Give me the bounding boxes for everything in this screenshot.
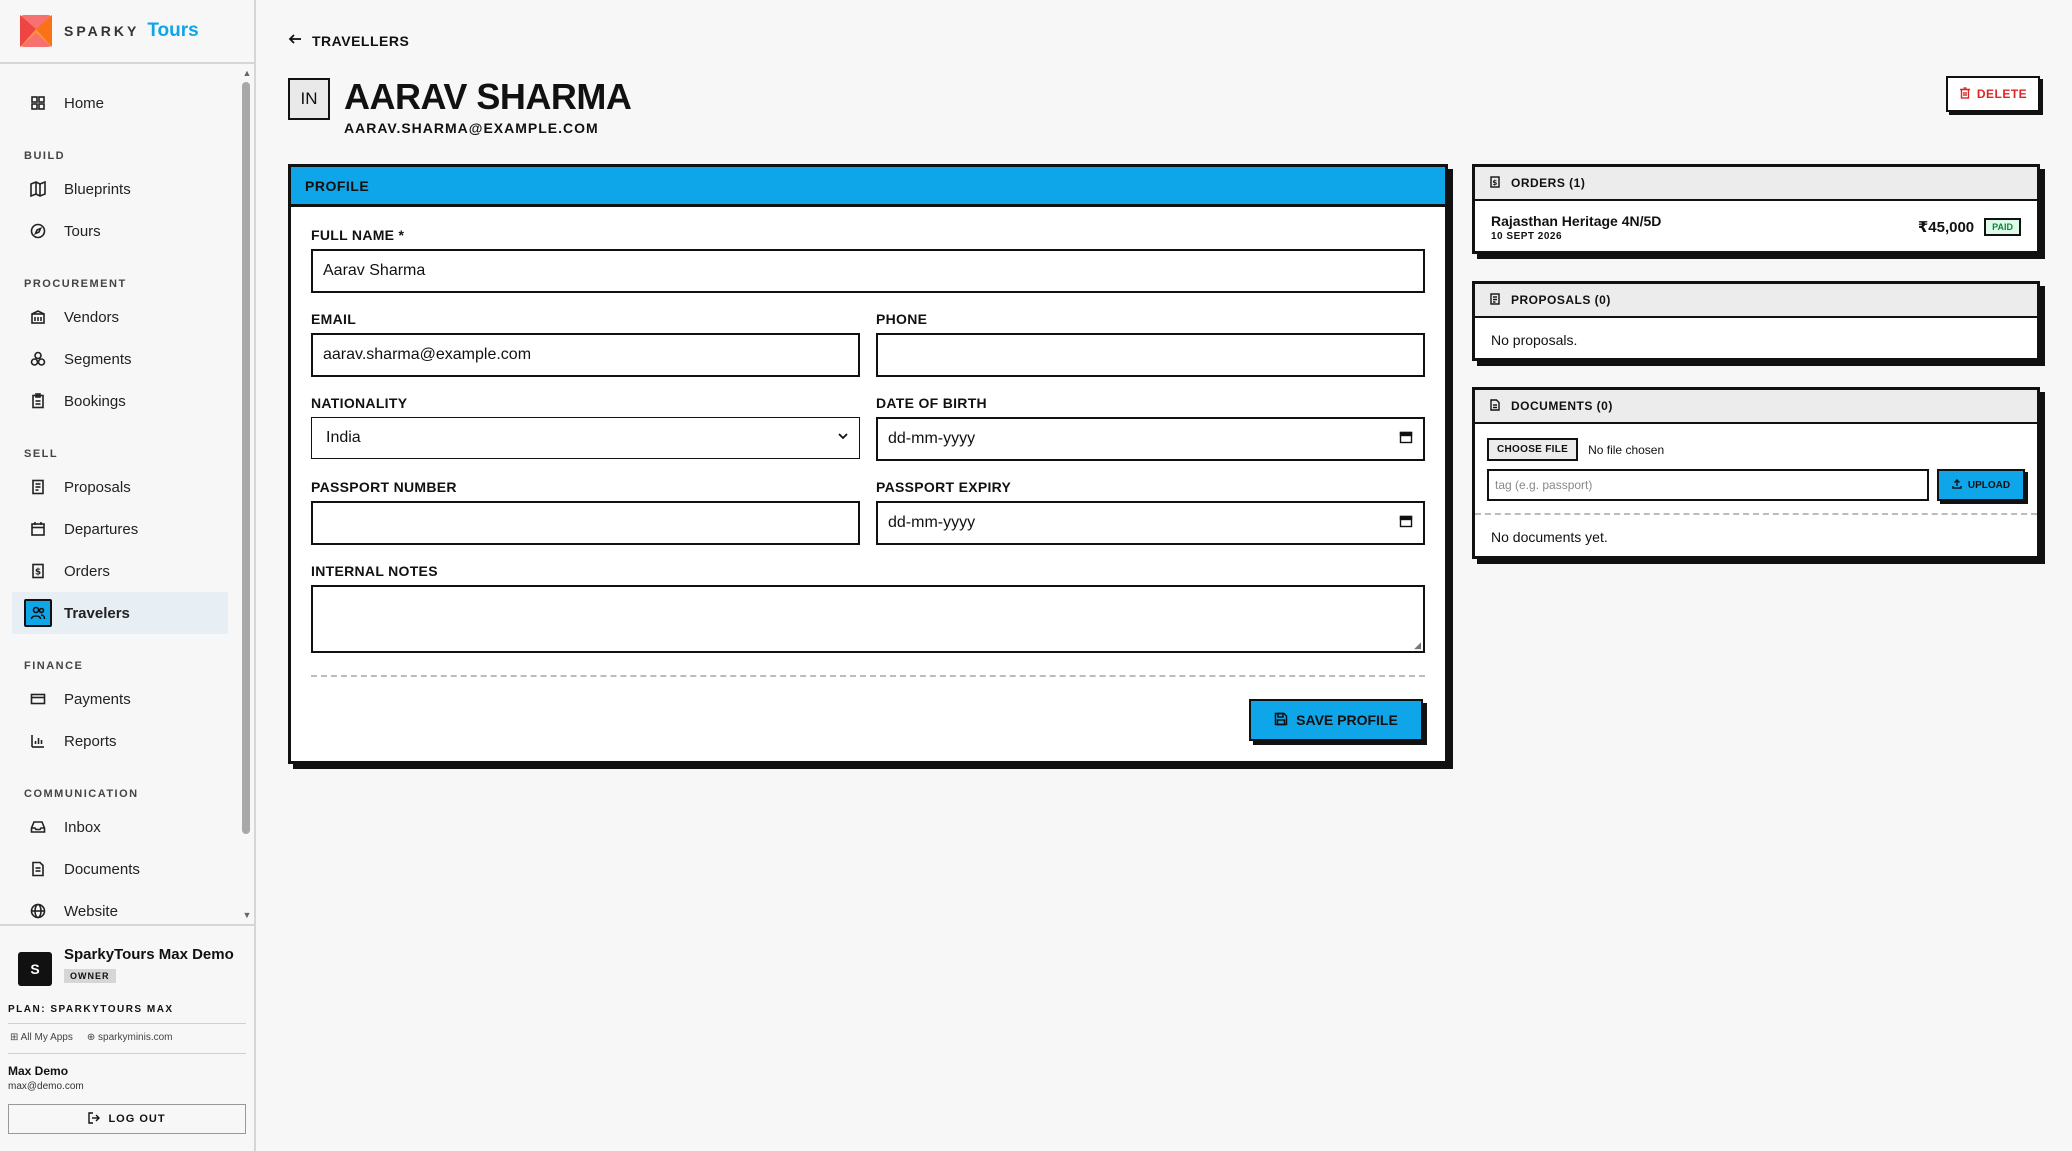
calendar-icon[interactable]: [1399, 430, 1413, 449]
sidebar-scrollbar[interactable]: [240, 66, 254, 922]
choose-file-button[interactable]: CHOOSE FILE: [1487, 438, 1578, 461]
nationality-label: NATIONALITY: [311, 395, 408, 411]
sidebar-item-label: Orders: [64, 562, 110, 580]
brand-word-tours: Tours: [147, 20, 199, 41]
calendar-icon[interactable]: [1399, 514, 1413, 533]
globe-icon: ⊕: [86, 1032, 96, 1043]
orders-title: ORDERS (1): [1511, 176, 1586, 190]
chevron-down-icon: [837, 429, 849, 447]
full-name-label: FULL NAME *: [311, 227, 405, 243]
sidebar-item-label: Blueprints: [64, 180, 131, 198]
receipt-icon: [28, 477, 48, 497]
building-icon: [28, 307, 48, 327]
nav-section-build: BUILD: [24, 150, 66, 162]
email-input[interactable]: aarav.sharma@example.com: [311, 333, 860, 377]
logout-label: LOG OUT: [108, 1113, 166, 1125]
sidebar-item-vendors[interactable]: [12, 296, 228, 338]
file-status: No file chosen: [1588, 442, 1665, 457]
sidebar-item-label: Travelers: [64, 604, 130, 622]
documents-title: DOCUMENTS (0): [1511, 399, 1613, 413]
sidebar-item-label: Website: [64, 902, 118, 920]
sidebar-item-label: Inbox: [64, 818, 101, 836]
receipt-icon: [1489, 293, 1501, 308]
nationality-select[interactable]: [311, 417, 860, 459]
expiry-label: PASSPORT EXPIRY: [876, 479, 1012, 495]
brand[interactable]: [0, 0, 254, 64]
sidebar-item-blueprints[interactable]: [12, 168, 228, 210]
org-name: SparkyTours Max Demo: [64, 946, 234, 963]
back-label: TRAVELLERS: [312, 32, 410, 49]
sidebar-item-reports[interactable]: [12, 720, 228, 762]
user-name: Max Demo: [8, 1064, 69, 1078]
phone-input[interactable]: [876, 333, 1425, 377]
nav-section-communication: COMMUNICATION: [24, 788, 139, 800]
orders-header: [1475, 167, 2037, 201]
map-icon: [28, 179, 48, 199]
scroll-up-icon[interactable]: ▲: [242, 68, 252, 78]
sidebar-item-label: Bookings: [64, 392, 126, 410]
sidebar-item-website[interactable]: [12, 890, 228, 922]
proposals-title: PROPOSALS (0): [1511, 293, 1611, 307]
site-label: sparkyminis.com: [98, 1032, 173, 1043]
svg-text:$: $: [34, 567, 42, 578]
sidebar-item-segments[interactable]: [12, 338, 228, 380]
delete-label: DELETE: [1976, 87, 2028, 101]
segments-icon: [28, 349, 48, 369]
arrow-left-icon: [288, 32, 302, 49]
user-email: max@demo.com: [8, 1081, 84, 1092]
save-label: SAVE PROFILE: [1296, 712, 1398, 728]
grid-icon: [28, 93, 48, 113]
sidebar-item-documents[interactable]: [12, 848, 228, 890]
all-apps-label: All My Apps: [20, 1032, 73, 1043]
sidebar-item-departures[interactable]: [12, 508, 228, 550]
nav-section-finance: FINANCE: [24, 660, 84, 672]
dollar-doc-icon: [28, 561, 48, 581]
proposals-empty: No proposals.: [1491, 332, 1578, 348]
document-icon: [1489, 399, 1501, 414]
nationality-badge: IN: [288, 78, 330, 120]
dob-value: dd-mm-yyyy: [888, 430, 976, 447]
sidebar-item-label: Reports: [64, 732, 117, 750]
delete-button[interactable]: [1946, 76, 2040, 112]
dob-label: DATE OF BIRTH: [876, 395, 987, 411]
inbox-icon: [28, 817, 48, 837]
proposals-header: [1475, 284, 2037, 318]
order-title[interactable]: Rajasthan Heritage 4N/5D: [1491, 212, 1662, 229]
users-icon: [24, 599, 52, 627]
scroll-down-icon[interactable]: ▼: [242, 910, 252, 920]
sidebar-item-home[interactable]: [12, 82, 228, 124]
upload-button[interactable]: [1937, 469, 2025, 501]
calendar-icon: [28, 519, 48, 539]
sidebar-item-label: Payments: [64, 690, 131, 708]
credit-card-icon: [28, 689, 48, 709]
sidebar-item-bookings[interactable]: [12, 380, 228, 422]
sidebar-item-tours[interactable]: [12, 210, 228, 252]
main-content: [256, 0, 2072, 1151]
order-amount: ₹45,000: [1917, 219, 1975, 236]
sidebar-footer: [0, 924, 254, 1134]
nav-section-sell: SELL: [24, 448, 59, 460]
footer-links: [8, 1024, 246, 1054]
upload-row: [1475, 461, 2037, 515]
status-badge: PAID: [1984, 218, 2021, 236]
documents-card: [1472, 387, 2040, 559]
expiry-value: dd-mm-yyyy: [888, 514, 976, 531]
sidebar-item-label: Home: [64, 94, 105, 112]
list-item[interactable]: [1475, 201, 2037, 253]
full-name-input[interactable]: Aarav Sharma: [311, 249, 1425, 293]
sidebar-item-payments[interactable]: [12, 678, 228, 720]
resize-handle-icon[interactable]: ◢: [1414, 640, 1421, 650]
tag-input[interactable]: tag (e.g. passport): [1487, 469, 1929, 501]
plan-label: PLAN: SPARKYTOURS MAX: [8, 1004, 246, 1024]
profile-header: PROFILE: [291, 167, 1445, 207]
sidebar-item-label: Documents: [64, 860, 140, 878]
documents-header: [1475, 390, 2037, 424]
upload-label: UPLOAD: [1967, 479, 2011, 491]
email-label: EMAIL: [311, 311, 357, 327]
svg-text:$: $: [1492, 178, 1498, 187]
site-link[interactable]: [87, 1032, 173, 1043]
page-title: AARAV SHARMA: [344, 76, 632, 117]
expiry-input[interactable]: [876, 501, 1425, 545]
logout-icon: [88, 1112, 100, 1127]
nav-section-procurement: PROCUREMENT: [24, 278, 127, 290]
sidebar-item-proposals[interactable]: [12, 466, 228, 508]
sidebar-item-label: Tours: [64, 222, 101, 240]
dob-input[interactable]: [876, 417, 1425, 461]
orders-card: [1472, 164, 2040, 254]
org-avatar: S: [18, 952, 52, 986]
file-picker: [1475, 424, 2037, 461]
notes-textarea[interactable]: [311, 585, 1425, 653]
org-switcher[interactable]: [8, 946, 246, 986]
sidebar-item-inbox[interactable]: [12, 806, 228, 848]
passport-input[interactable]: [311, 501, 860, 545]
notes-label: INTERNAL NOTES: [311, 563, 438, 579]
scroll-thumb[interactable]: [242, 82, 250, 834]
page-subtitle: AARAV.SHARMA@EXAMPLE.COM: [344, 120, 599, 136]
dollar-doc-icon: [1489, 176, 1501, 191]
nationality-value: India: [326, 429, 361, 446]
sidebar-item-travelers[interactable]: [12, 592, 228, 634]
sidebar-item-label: Proposals: [64, 478, 131, 496]
back-link[interactable]: [288, 32, 409, 49]
proposals-card: [1472, 281, 2040, 361]
logout-button[interactable]: [8, 1104, 246, 1134]
order-date: 10 SEPT 2026: [1491, 230, 1563, 242]
upload-icon: [1952, 479, 1962, 492]
sidebar-item-label: Departures: [64, 520, 139, 538]
sidebar: [0, 0, 256, 1151]
bar-chart-icon: [28, 731, 48, 751]
sidebar-nav: [0, 66, 240, 922]
divider: [311, 675, 1425, 677]
save-icon: [1274, 712, 1288, 729]
save-profile-button[interactable]: [1249, 699, 1423, 741]
sidebar-item-label: Vendors: [64, 308, 120, 326]
globe-icon: [28, 901, 48, 921]
grid-icon: ⊞: [10, 1032, 19, 1043]
profile-card: [288, 164, 1448, 764]
clipboard-icon: [28, 391, 48, 411]
brand-logo-icon: [20, 15, 52, 47]
all-apps-link[interactable]: [10, 1032, 73, 1043]
compass-icon: [28, 221, 48, 241]
sidebar-item-orders[interactable]: [12, 550, 228, 592]
document-icon: [28, 859, 48, 879]
sidebar-item-label: Segments: [64, 350, 132, 368]
documents-empty: No documents yet.: [1491, 529, 1608, 545]
phone-label: PHONE: [876, 311, 928, 327]
passport-label: PASSPORT NUMBER: [311, 479, 457, 495]
brand-word-sparky: SPARKY: [64, 23, 140, 39]
page-header: [288, 76, 631, 136]
role-badge: OWNER: [64, 969, 116, 983]
trash-icon: [1959, 87, 1971, 102]
